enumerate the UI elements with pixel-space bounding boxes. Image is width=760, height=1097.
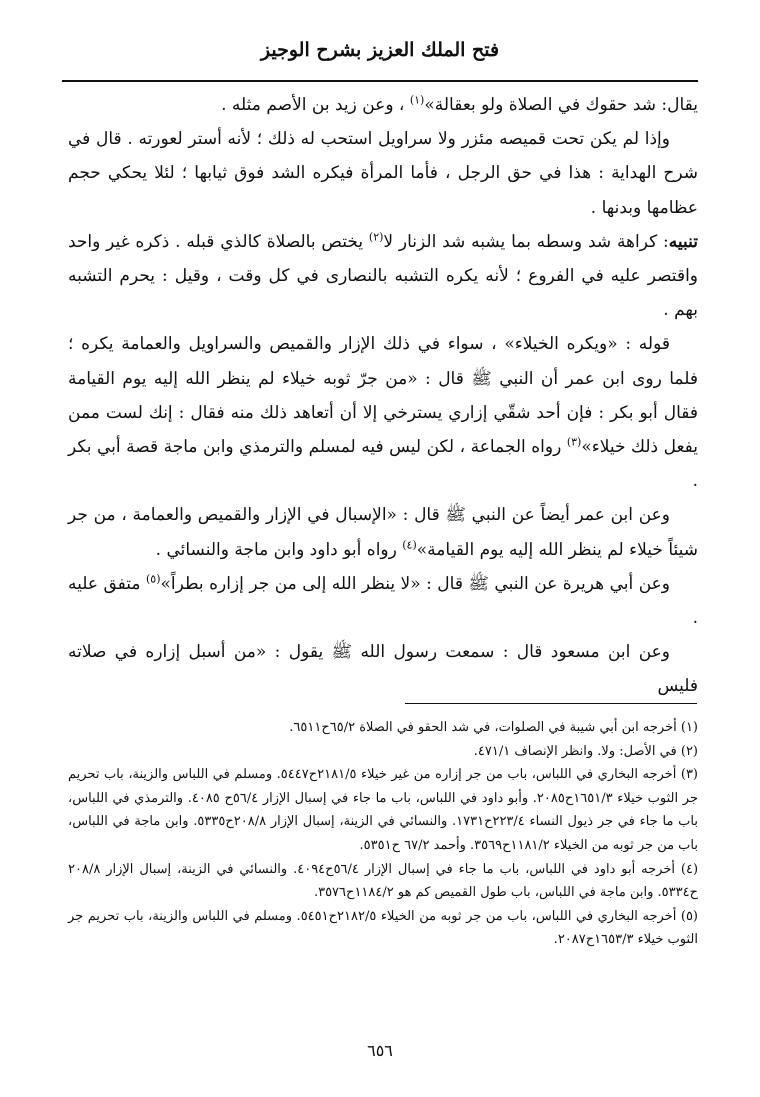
paragraph-1-end: ، وعن زيد بن الأصم مثله . [221, 95, 405, 115]
paragraph-4 [68, 327, 698, 498]
footnote-ref-4: (٤) [402, 537, 417, 551]
paragraph-6 [68, 567, 698, 635]
footnote-2: (٢) في الأصل: ولا. وانظر الإنصاف ٤٧١/١. [473, 743, 698, 759]
footnote-3: (٣) أخرجه البخاري في اللباس، باب من جر إزاره من غير خيلاء ٢١٨١/٥ح٥٤٤٧. ومسلم في اللباس والزينة، باب تحريم جر الثوب خيلاء ١٦٥١/٣ح٢٠٨٥. وأبو داود في اللباس، باب ما جاء في إسبال الإزار ٥٦/٤ح ٤٠٨٥. والترمذي في اللباس، باب ما جاء في جر ذيول النساء ٢٢٣/٤ح١٧٣١. والنسائي في الزينة، إسبال الإزار ٢٠٨/٨ح٥٣٣٥. وابن ماجة في اللباس، باب من جر ثوبه من الخيلاء ١١٨١/٢ح٣٥٦٩. وأحمد ٦٧/٢ ح٥٣٥١. [68, 767, 698, 853]
footnote-divider [405, 703, 697, 704]
footnote-1: (١) أخرجه ابن أبي شيبة في الصلوات، في شد الحقو في الصلاة ٦٥/٢ح٦٥١١. [289, 720, 698, 735]
page-number: ٦٥٦ [367, 1041, 393, 1060]
footnote-ref-5: (٥) [145, 572, 161, 586]
paragraph-5-text-a: وعن ابن عمر أيضاً عن النبي ﷺ قال : «الإسبال في الإزار والقميص والعمامة ، من جر شيئاً خيلاء لم ينظر الله إليه يوم القيامة» [68, 505, 698, 560]
footnote-5: (٥) أخرجه البخاري في اللباس، باب من جر ثوبه من الخيلاء ٢١٨٢/٥ح٥٤٥١. ومسلم في اللباس والزينة، باب تحريم جر الثوب خيلاء ١٦٥٣/٣ح٢٠٨٧. [68, 908, 698, 948]
note-heading: تنبيه [668, 231, 699, 252]
paragraph-4-text-a: قوله : «ويكره الخيلاء» ، سواء في ذلك الإزار والقميص والسراويل والعمامة يكره ؛ فلما روى ابن عمر أن النبي ﷺ قال : «من جرّ ثوبه خيلاء لم ينظر الله إليه يوم القيامة فقال أبو بكر : فإن أحد شقّي إزاري يسترخي إلا أن أتعاهد ذلك منه فقال : إنك لست ممن يفعل ذلك خيلاء» [68, 334, 698, 458]
paragraph-5-text-b: رواه أبو داود وابن ماجة والنسائي . [155, 539, 397, 560]
paragraph-6-text-a: وعن أبي هريرة عن النبي ﷺ قال : «لا ينظر الله إلى من جر إزاره بطراً» [160, 573, 670, 594]
paragraph-3-text-b: يختص بالصلاة كالذي قبله . ذكره غير واحد واقتصر عليه في الفروع ؛ لأنه يكره التشبه بالنصارى في كل وقت ، وقيل : يحرم التشبه بهم . [68, 231, 698, 321]
paragraph-2: وإذا لم يكن تحت قميصه مئزر ولا سراويل استحب له ذلك ؛ لأنه أستر لعورته . قال في شرح الهداية : هذا في حق الرجل ، فأما المرأة فيكره الشد فوق ثيابها ؛ لئلا يحكي حجم عظامها وبدنها . [68, 129, 698, 218]
paragraph-5 [68, 498, 698, 566]
running-header-title: فتح الملك العزيز بشرح الوجيز [260, 39, 500, 61]
paragraph-7: وعن ابن مسعود قال : سمعت رسول الله ﷺ يقول : «من أسبل إزاره في صلاته فليس [68, 642, 698, 697]
paragraph-6-text-b: متفق عليه . [68, 573, 698, 629]
footnote-ref-2: (٢) [368, 230, 384, 244]
paragraph-3 [68, 225, 698, 328]
paragraph-1-text: يقال: شد حقوك في الصلاة ولو بعقالة» [424, 95, 698, 115]
paragraph-3-text-a: : كراهة شد وسطه بما يشبه شد الزنار لا [383, 231, 669, 252]
footnote-4: (٤) أخرجه أبو داود في اللباس، باب ما جاء في إسبال الإزار ٥٦/٤ح٤٠٩٤. والنسائي في الزينة، إسبال الإزار ٢٠٨/٨ ح٥٣٣٤. وابن ماجة في اللباس، باب طول القميص كم هو ١١٨٤/٢ح٣٥٧٦. [68, 861, 699, 901]
footnotes [68, 716, 698, 952]
footnote-ref-3: (٣) [566, 435, 582, 449]
footnote-ref-1: (١) [409, 93, 425, 107]
main-text [68, 88, 698, 704]
paragraph-4-text-b: رواه الجماعة ، لكن ليس فيه لمسلم والترمذي وابن ماجة قصة أبي بكر . [68, 437, 698, 492]
header-divider [62, 80, 698, 82]
paragraph-1 [68, 88, 698, 122]
